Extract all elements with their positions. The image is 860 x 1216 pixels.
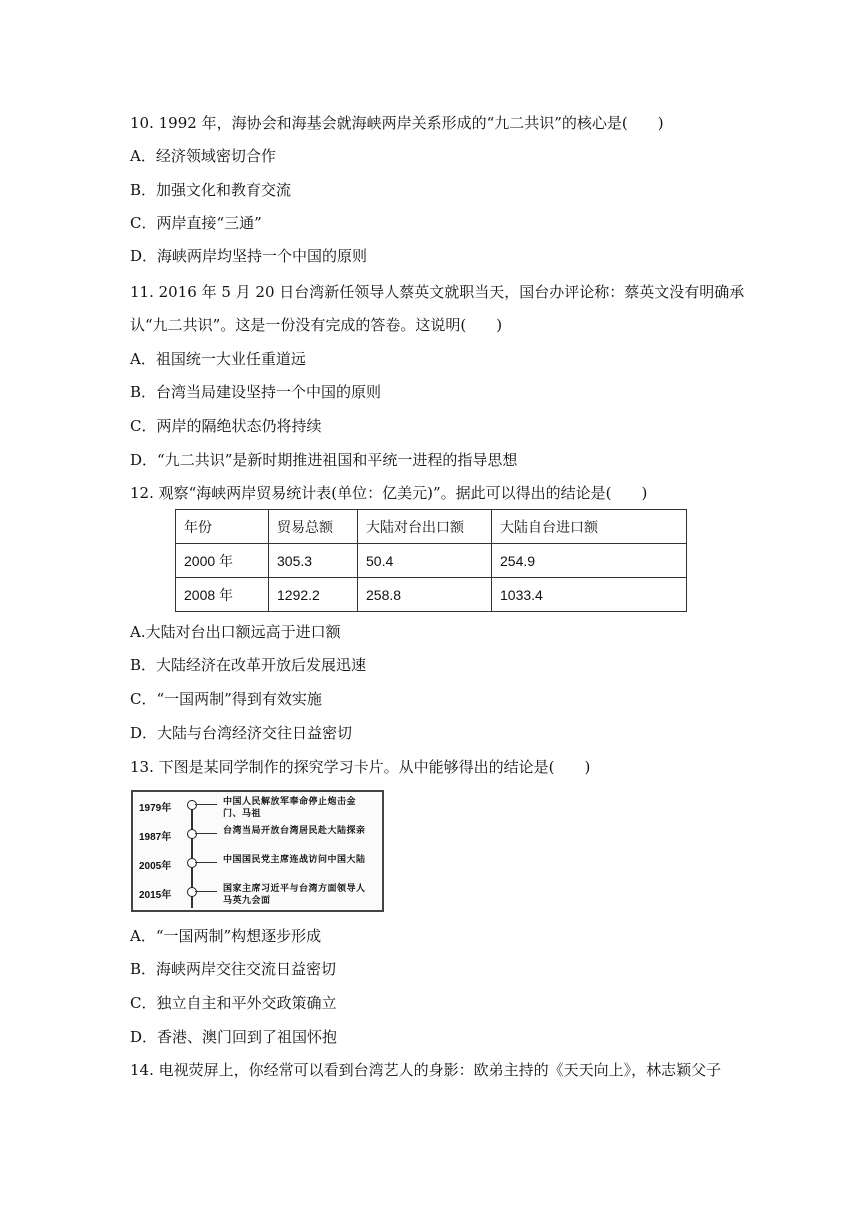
question-13-option-b: B．海峡两岸交往交流日益密切 bbox=[130, 960, 337, 978]
question-13-option-a: A．“一国两制”构想逐步形成 bbox=[130, 927, 322, 945]
timeline-connector bbox=[195, 891, 217, 892]
timeline-connector bbox=[195, 862, 217, 863]
question-13-option-c: C．独立自主和平外交政策确立 bbox=[130, 994, 337, 1012]
timeline-event: 中国人民解放军奉命停止炮击金门、马祖 bbox=[223, 797, 357, 819]
timeline-entry bbox=[133, 854, 383, 880]
timeline-year: 1979年 bbox=[139, 803, 172, 814]
question-11-option-c: C．两岸的隔绝状态仍将持续 bbox=[130, 417, 322, 435]
question-10-stem: 10. 1992 年，海协会和海基会就海峡两岸关系形成的“九二共识”的核心是( ) bbox=[130, 114, 664, 132]
question-11-option-d: D．“九二共识”是新时期推进祖国和平统一进程的指导思想 bbox=[130, 451, 518, 469]
timeline-event: 国家主席习近平与台湾方面领导人马英九会面 bbox=[223, 884, 366, 906]
table-cell: 2008 年 bbox=[176, 578, 269, 612]
timeline-entry bbox=[133, 883, 383, 909]
question-13-stem: 13. 下图是某同学制作的探究学习卡片。从中能够得出的结论是( ) bbox=[130, 758, 591, 776]
table-cell: 254.9 bbox=[492, 544, 687, 578]
table-row bbox=[176, 544, 687, 578]
question-11-option-a: A．祖国统一大业任重道远 bbox=[130, 350, 306, 368]
table-cell: 258.8 bbox=[358, 578, 492, 612]
question-12-option-a: A.大陆对台出口额远高于进口额 bbox=[130, 623, 341, 641]
trade-statistics-table bbox=[175, 509, 687, 612]
table-cell: 50.4 bbox=[358, 544, 492, 578]
table-cell: 305.3 bbox=[269, 544, 358, 578]
timeline-dot-icon bbox=[187, 800, 197, 810]
question-11-option-b: B．台湾当局建设坚持一个中国的原则 bbox=[130, 383, 382, 401]
table-header-row bbox=[176, 510, 687, 544]
timeline-event: 台湾当局开放台湾居民赴大陆探亲 bbox=[223, 826, 366, 836]
table-header-cell: 大陆自台进口额 bbox=[492, 510, 687, 544]
question-11-stem-line1: 11. 2016 年 5 月 20 日台湾新任领导人蔡英文就职当天，国台办评论称：蔡英文没有明确承 bbox=[130, 283, 745, 301]
timeline-dot-icon bbox=[187, 887, 197, 897]
table-cell: 1292.2 bbox=[269, 578, 358, 612]
table-header-cell: 年份 bbox=[176, 510, 269, 544]
question-11-stem-line2: 认“九二共识”。这是一份没有完成的答卷。这说明( ) bbox=[130, 316, 503, 334]
timeline-dot-icon bbox=[187, 829, 197, 839]
timeline-connector bbox=[195, 804, 217, 805]
question-10-option-b: B．加强文化和教育交流 bbox=[130, 181, 292, 199]
question-10-option-a: A．经济领域密切合作 bbox=[130, 147, 276, 165]
table-header-cell: 大陆对台出口额 bbox=[358, 510, 492, 544]
timeline-dot-icon bbox=[187, 858, 197, 868]
table-cell: 2000 年 bbox=[176, 544, 269, 578]
question-14-stem: 14. 电视荧屏上，你经常可以看到台湾艺人的身影：欧弟主持的《天天向上》，林志颖父子 bbox=[130, 1061, 722, 1079]
table-header-cell: 贸易总额 bbox=[269, 510, 358, 544]
question-10-option-c: C．两岸直接“三通” bbox=[130, 214, 262, 232]
timeline-year: 2005年 bbox=[139, 861, 172, 872]
question-13-option-d: D．香港、澳门回到了祖国怀抱 bbox=[130, 1028, 338, 1046]
timeline-entry bbox=[133, 796, 383, 822]
question-10-option-d: D．海峡两岸均坚持一个中国的原则 bbox=[130, 247, 368, 265]
table-cell: 1033.4 bbox=[492, 578, 687, 612]
timeline-entry bbox=[133, 825, 383, 851]
question-12-stem: 12. 观察“海峡两岸贸易统计表(单位：亿美元)”。据此可以得出的结论是( ) bbox=[130, 484, 648, 502]
question-12-option-c: C．“一国两制”得到有效实施 bbox=[130, 690, 322, 708]
question-12-option-b: B．大陆经济在改革开放后发展迅速 bbox=[130, 656, 367, 674]
timeline-year: 2015年 bbox=[139, 890, 172, 901]
question-12-option-d: D．大陆与台湾经济交往日益密切 bbox=[130, 724, 353, 742]
timeline-event: 中国国民党主席连战访问中国大陆 bbox=[223, 855, 366, 865]
timeline-year: 1987年 bbox=[139, 832, 172, 843]
table-row bbox=[176, 578, 687, 612]
timeline-connector bbox=[195, 833, 217, 834]
study-card-timeline bbox=[131, 790, 384, 912]
